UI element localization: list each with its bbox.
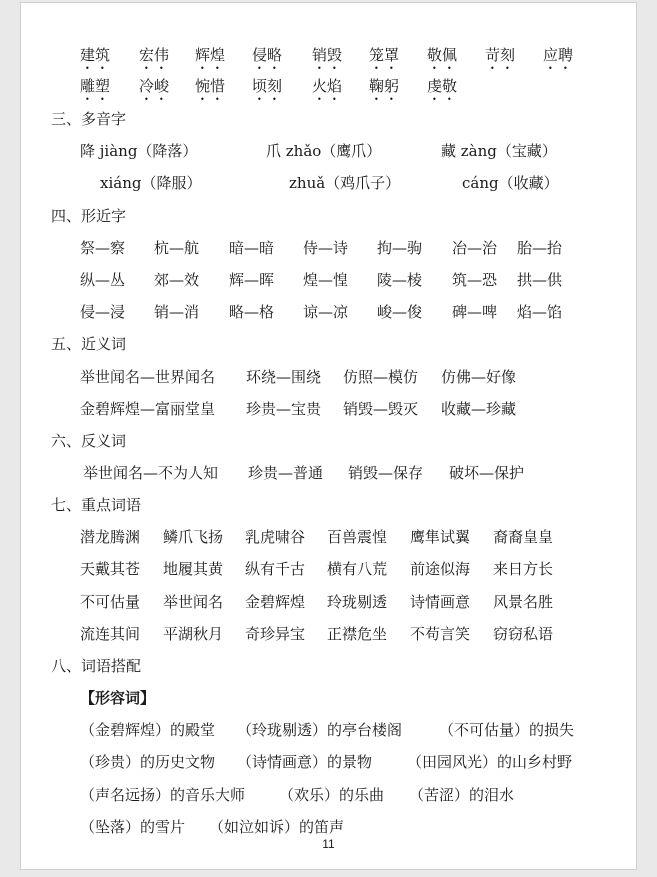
section-heading bbox=[21, 429, 636, 453]
similar-pair: 焰—馅 bbox=[517, 303, 563, 321]
collocation: （不可估量）的损失 bbox=[439, 721, 575, 739]
phrase: 鳞爪飞扬 bbox=[163, 528, 224, 546]
vocab-word: 虔敬 bbox=[427, 77, 458, 95]
polyphone-item: 爪 zhǎo（鹰爪） bbox=[266, 142, 382, 160]
heading-key-phrases: 七、重点词语 bbox=[51, 496, 142, 514]
phrase: 不苟言笑 bbox=[410, 625, 471, 643]
similar-pair: 侵—浸 bbox=[80, 303, 126, 321]
heading-similar-chars: 四、形近字 bbox=[51, 207, 127, 225]
collocation: （玲珑剔透）的亭台楼阁 bbox=[237, 721, 403, 739]
vocab-word: 惋惜 bbox=[195, 77, 226, 95]
phrase: 玲珑剔透 bbox=[327, 593, 388, 611]
collocation-row bbox=[21, 815, 636, 839]
vocab-word: 火焰 bbox=[312, 77, 343, 95]
section-heading bbox=[21, 107, 636, 131]
phrase: 裔裔皇皇 bbox=[493, 528, 554, 546]
phrase-row bbox=[21, 590, 636, 614]
similar-pair: 销—消 bbox=[154, 303, 200, 321]
polyphone-item: cáng（收藏） bbox=[462, 174, 559, 192]
vocab-word: 宏伟 bbox=[139, 46, 170, 64]
collocation: （珍贵）的历史文物 bbox=[80, 753, 216, 771]
synonym-pair: 仿佛—好像 bbox=[441, 368, 517, 386]
similar-pair: 胎—抬 bbox=[517, 239, 563, 257]
similar-pair: 冶—治 bbox=[452, 239, 498, 257]
similar-char-row bbox=[21, 300, 636, 324]
polyphone-item: 降 jiàng（降落） bbox=[80, 142, 198, 160]
vocab-row bbox=[21, 74, 636, 98]
phrase-row bbox=[21, 557, 636, 581]
similar-pair: 侍—诗 bbox=[303, 239, 349, 257]
similar-pair: 杭—航 bbox=[154, 239, 200, 257]
subheading-row bbox=[21, 686, 636, 710]
phrase: 金碧辉煌 bbox=[245, 593, 306, 611]
antonym-pair: 珍贵—普通 bbox=[248, 464, 324, 482]
vocab-word: 辉煌 bbox=[195, 46, 226, 64]
vocab-word: 笼罩 bbox=[369, 46, 400, 64]
synonym-pair: 收藏—珍藏 bbox=[441, 400, 517, 418]
vocab-word: 顷刻 bbox=[252, 77, 283, 95]
polyphone-row bbox=[21, 139, 636, 163]
synonym-row bbox=[21, 365, 636, 389]
similar-char-row bbox=[21, 236, 636, 260]
phrase: 窃窃私语 bbox=[493, 625, 554, 643]
heading-antonyms: 六、反义词 bbox=[51, 432, 127, 450]
similar-pair: 拱—供 bbox=[517, 271, 563, 289]
vocab-word: 敬佩 bbox=[427, 46, 458, 64]
antonym-row bbox=[21, 461, 636, 485]
vocab-word: 应聘 bbox=[543, 46, 574, 64]
vocab-word: 苛刻 bbox=[485, 46, 516, 64]
phrase: 流连其间 bbox=[80, 625, 141, 643]
phrase: 潜龙腾渊 bbox=[80, 528, 141, 546]
phrase: 诗情画意 bbox=[410, 593, 471, 611]
polyphone-row bbox=[21, 171, 636, 195]
vocab-word: 侵略 bbox=[252, 46, 283, 64]
collocation-row bbox=[21, 750, 636, 774]
antonym-pair: 破坏—保护 bbox=[449, 464, 525, 482]
phrase-row bbox=[21, 622, 636, 646]
similar-pair: 纵—丛 bbox=[80, 271, 126, 289]
polyphone-item: zhuǎ（鸡爪子） bbox=[289, 174, 401, 192]
similar-pair: 陵—棱 bbox=[377, 271, 423, 289]
collocation: （金碧辉煌）的殿堂 bbox=[80, 721, 216, 739]
phrase-row bbox=[21, 525, 636, 549]
similar-pair: 峻—俊 bbox=[377, 303, 423, 321]
polyphone-item: 藏 zàng（宝藏） bbox=[441, 142, 557, 160]
collocation: （欢乐）的乐曲 bbox=[279, 786, 385, 804]
collocation: （田园风光）的山乡村野 bbox=[407, 753, 573, 771]
collocation-row bbox=[21, 783, 636, 807]
phrase: 正襟危坐 bbox=[327, 625, 388, 643]
collocation: （诗情画意）的景物 bbox=[237, 753, 373, 771]
vocab-word: 雕塑 bbox=[80, 77, 111, 95]
phrase: 奇珍异宝 bbox=[245, 625, 306, 643]
similar-pair: 煌—惶 bbox=[303, 271, 349, 289]
synonym-pair: 环绕—围绕 bbox=[246, 368, 322, 386]
phrase: 乳虎啸谷 bbox=[245, 528, 306, 546]
section-heading bbox=[21, 654, 636, 678]
phrase: 前途似海 bbox=[410, 560, 471, 578]
vocab-row bbox=[21, 43, 636, 67]
subheading-adjectives: 【形容词】 bbox=[80, 689, 156, 707]
antonym-pair: 举世闻名—不为人知 bbox=[83, 464, 219, 482]
similar-pair: 辉—晖 bbox=[229, 271, 275, 289]
phrase: 纵有千古 bbox=[245, 560, 306, 578]
section-heading bbox=[21, 493, 636, 517]
similar-pair: 碑—啤 bbox=[452, 303, 498, 321]
phrase: 横有八荒 bbox=[327, 560, 388, 578]
heading-synonyms: 五、近义词 bbox=[51, 335, 127, 353]
phrase: 天戴其苍 bbox=[80, 560, 141, 578]
similar-char-row bbox=[21, 268, 636, 292]
similar-pair: 谅—凉 bbox=[303, 303, 349, 321]
similar-pair: 略—格 bbox=[229, 303, 275, 321]
section-heading bbox=[21, 332, 636, 356]
heading-collocations: 八、词语搭配 bbox=[51, 657, 142, 675]
antonym-pair: 销毁—保存 bbox=[348, 464, 424, 482]
similar-pair: 筑—恐 bbox=[452, 271, 498, 289]
polyphone-item: xiáng（降服） bbox=[100, 174, 202, 192]
synonym-row bbox=[21, 397, 636, 421]
phrase: 举世闻名 bbox=[163, 593, 224, 611]
collocation: （苦涩）的泪水 bbox=[409, 786, 515, 804]
synonym-pair: 金碧辉煌—富丽堂皇 bbox=[80, 400, 216, 418]
phrase: 风景名胜 bbox=[493, 593, 554, 611]
phrase: 来日方长 bbox=[493, 560, 554, 578]
section-heading bbox=[21, 204, 636, 228]
similar-pair: 郊—效 bbox=[154, 271, 200, 289]
vocab-word: 建筑 bbox=[80, 46, 111, 64]
similar-pair: 暗—暗 bbox=[229, 239, 275, 257]
similar-pair: 祭—察 bbox=[80, 239, 126, 257]
phrase: 不可估量 bbox=[80, 593, 141, 611]
synonym-pair: 仿照—模仿 bbox=[343, 368, 419, 386]
similar-pair: 拘—驹 bbox=[377, 239, 423, 257]
vocab-word: 销毁 bbox=[312, 46, 343, 64]
vocab-word: 鞠躬 bbox=[369, 77, 400, 95]
collocation-row bbox=[21, 718, 636, 742]
synonym-pair: 珍贵—宝贵 bbox=[246, 400, 322, 418]
vocab-word: 冷峻 bbox=[139, 77, 170, 95]
document-page bbox=[20, 2, 637, 870]
phrase: 地履其黄 bbox=[163, 560, 224, 578]
phrase: 平湖秋月 bbox=[163, 625, 224, 643]
phrase: 百兽震惶 bbox=[327, 528, 388, 546]
collocation: （声名远扬）的音乐大师 bbox=[80, 786, 246, 804]
collocation: （坠落）的雪片 bbox=[80, 818, 186, 836]
synonym-pair: 举世闻名—世界闻名 bbox=[80, 368, 216, 386]
collocation: （如泣如诉）的笛声 bbox=[209, 818, 345, 836]
synonym-pair: 销毁—毁灭 bbox=[343, 400, 419, 418]
page-number: 11 bbox=[322, 837, 335, 851]
heading-polyphones: 三、多音字 bbox=[51, 110, 127, 128]
phrase: 鹰隼试翼 bbox=[410, 528, 471, 546]
